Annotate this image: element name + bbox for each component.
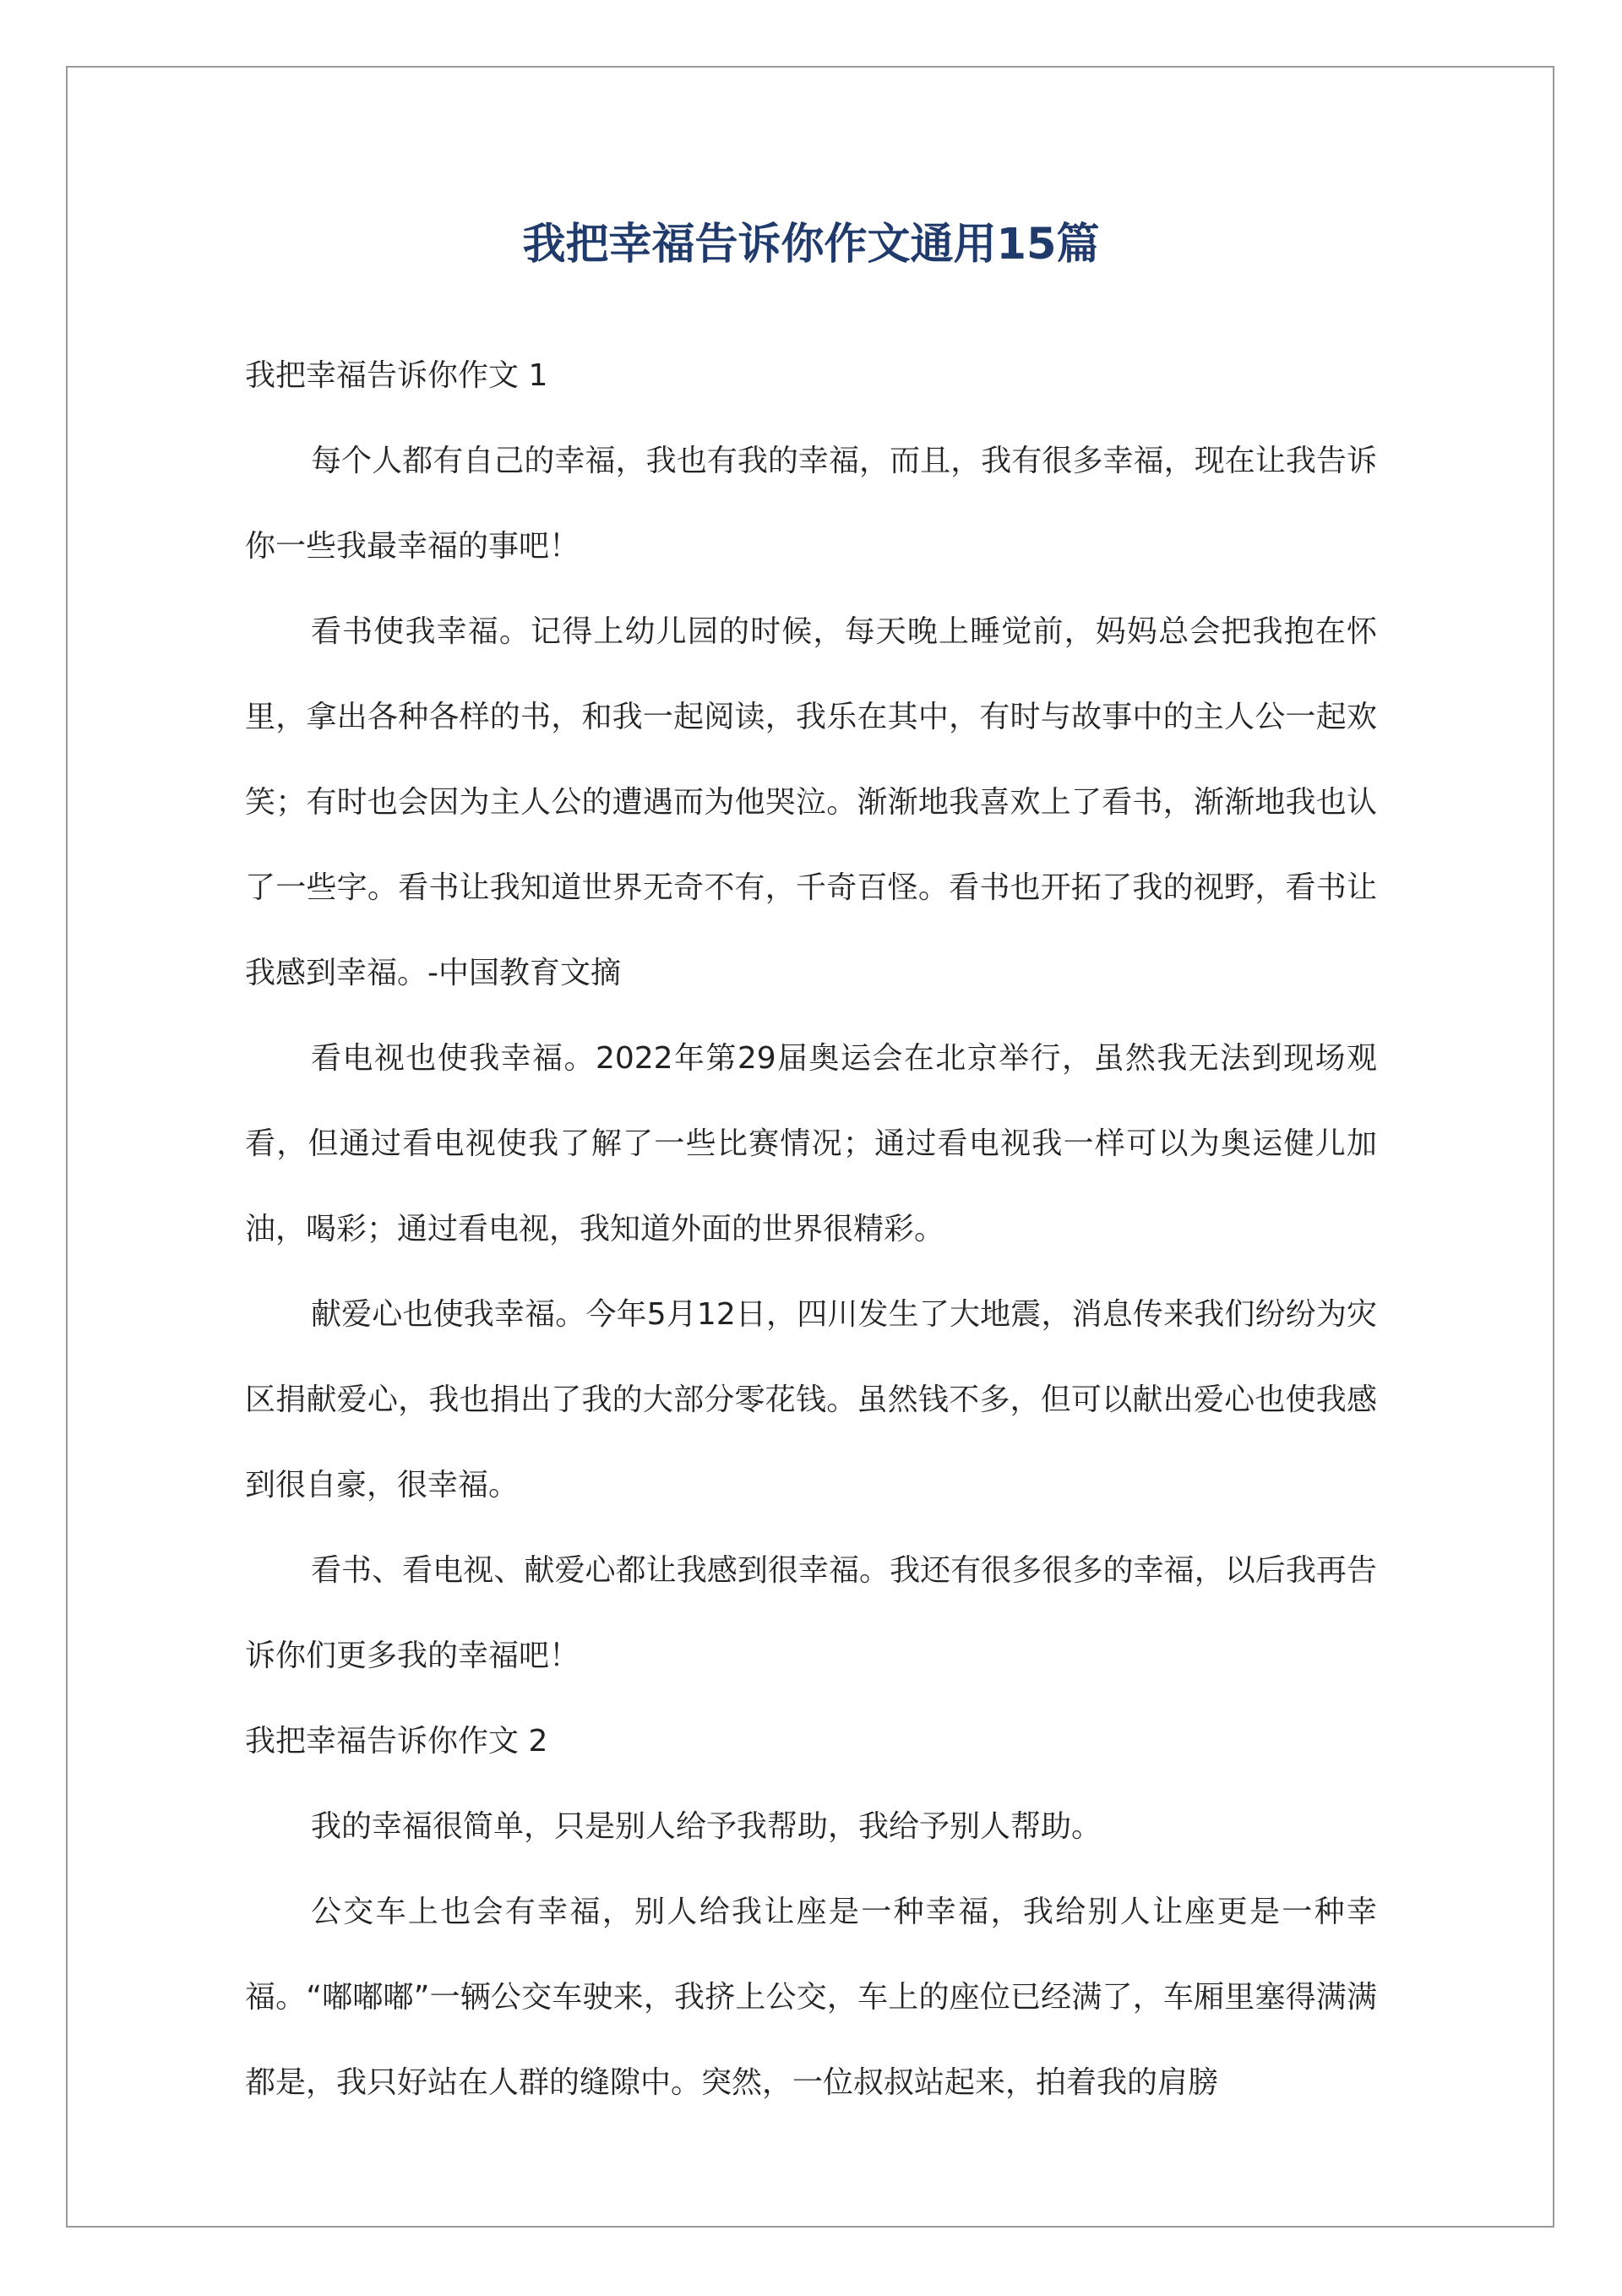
paragraph-clip: [245, 1869, 1377, 2125]
paragraph: 公交车上也会有幸福，别人给我让座是一种幸福，我给别人让座更是一种幸福。“嘟嘟嘟”一辆公交车驶来，我挤上公交，车上的座位已经满了，车厢里塞得满满都是，我只好站在人群的缝隙中。突然，一位叔叔站起来，拍着我的肩膀: [245, 1895, 1377, 2100]
document-title: 我把幸福告诉你作文通用15篇: [522, 220, 1100, 270]
paragraph: 献爱心也使我幸福。今年5月12日，四川发生了大地震，消息传来我们纷纷为灾区捐献爱心，我也捐出了我的大部分零花钱。虽然钱不多，但可以献出爱心也使我感到很自豪，很幸福。: [245, 1297, 1377, 1502]
section-heading: 我把幸福告诉你作文 1: [245, 358, 548, 393]
paragraph: 看书、看电视、献爱心都让我感到很幸福。我还有很多很多的幸福，以后我再告诉你们更多我的幸福吧！: [245, 1553, 1377, 1673]
document-body: [245, 333, 1377, 2125]
paragraph: 看电视也使我幸福。2022年第29届奥运会在北京举行，虽然我无法到现场观看，但通过看电视使我了解了一些比赛情况；通过看电视我一样可以为奥运健儿加油，喝彩；通过看电视，我知道外面的世界很精彩。: [245, 1041, 1377, 1246]
paragraph: 我的幸福很简单，只是别人给予我帮助，我给予别人帮助。: [311, 1809, 1102, 1844]
section-heading: 我把幸福告诉你作文 2: [245, 1724, 548, 1759]
paragraph: 每个人都有自己的幸福，我也有我的幸福，而且，我有很多幸福，现在让我告诉你一些我最幸福的事吧！: [245, 444, 1377, 564]
paragraph: 看书使我幸福。记得上幼儿园的时候，每天晚上睡觉前，妈妈总会把我抱在怀里，拿出各种各样的书，和我一起阅读，我乐在其中，有时与故事中的主人公一起欢笑；有时也会因为主人公的遭遇而为他哭泣。渐渐地我喜欢上了看书，渐渐地我也认了一些字。看书让我知道世界无奇不有，千奇百怪。看书也开拓了我的视野，看书让我感到幸福。-中国教育文摘: [245, 614, 1377, 990]
